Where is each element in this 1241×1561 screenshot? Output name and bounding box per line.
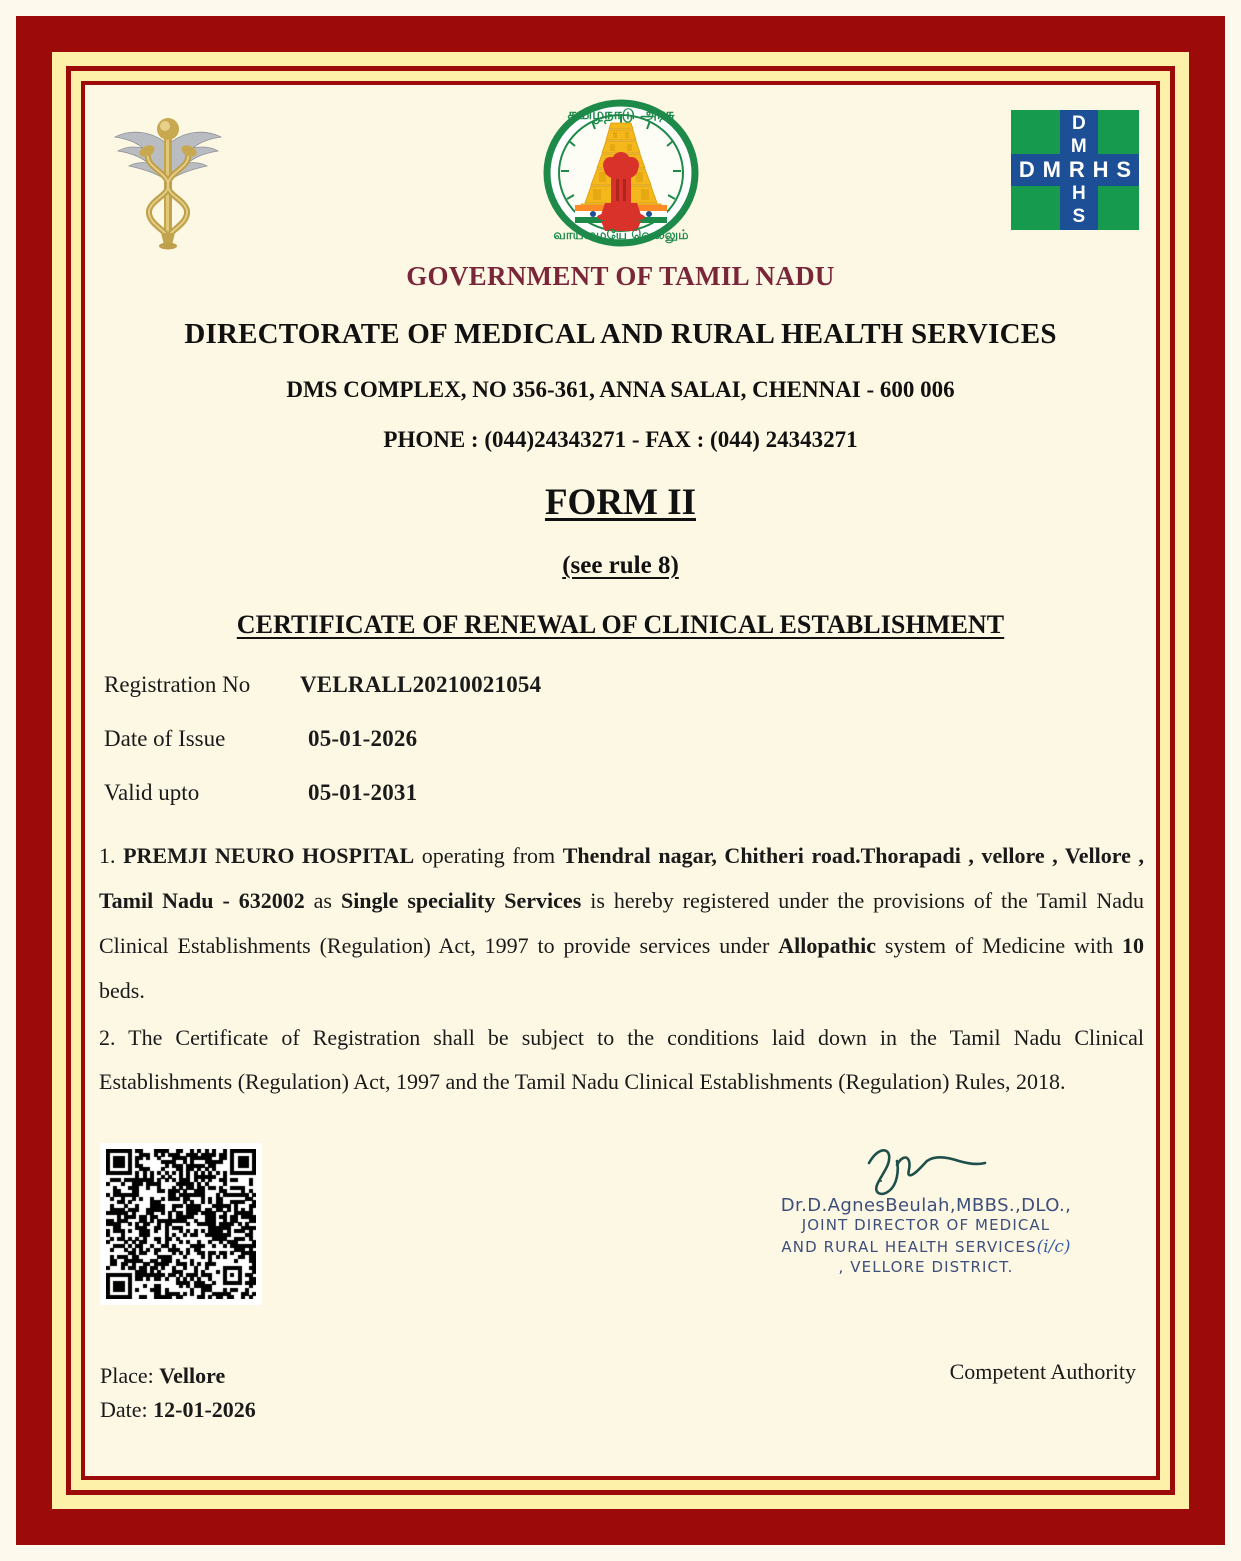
bed-count: 10 — [1122, 932, 1145, 958]
tamil-nadu-state-emblem-icon — [537, 99, 705, 257]
date-of-issue-row — [104, 726, 1156, 752]
registration-no-label: Registration No — [104, 672, 251, 697]
government-title: GOVERNMENT OF TAMIL NADU — [406, 261, 835, 291]
dmrhs-h-letter: S — [1116, 156, 1132, 182]
verification-qr-code — [100, 1143, 262, 1305]
clause-2-number: 2. — [99, 1024, 116, 1050]
service-type: Single speciality Services — [340, 887, 582, 913]
date-of-issue-label: Date of Issue — [104, 726, 226, 751]
designation-line-2-wrap — [716, 1236, 1136, 1258]
signatory-name: Dr.D.AgnesBeulah,MBBS.,DLO., — [780, 1195, 1072, 1217]
dmrhs-v-letter: M — [1070, 136, 1087, 158]
dmrhs-v-letter: D — [1071, 113, 1086, 135]
footer — [85, 1359, 1156, 1427]
dmrhs-h-letter: D — [1018, 156, 1035, 182]
district-line: , VELLORE DISTRICT. — [838, 1258, 1014, 1277]
registration-no-row — [104, 672, 1156, 698]
directorate-title: DIRECTORATE OF MEDICAL AND RURAL HEALTH SERVICES — [184, 318, 1057, 350]
valid-upto-value: 05-01-2031 — [308, 780, 418, 805]
clause-2-text: The Certificate of Registration shall be subject to the conditions laid down in the Tamil Nadu Clinical Establishments (Regulation) Act, 1997 and the Tamil Nadu Clinical Establishments (Regulation) Rules, 2018. — [99, 1024, 1145, 1095]
registration-no-value: VELRALL20210021054 — [300, 672, 542, 697]
date-of-issue-value: 05-01-2026 — [308, 726, 418, 751]
valid-upto-row — [104, 780, 1156, 806]
place-label: Place: — [100, 1363, 154, 1389]
certificate-title: CERTIFICATE OF RENEWAL OF CLINICAL ESTABLISHMENT — [236, 610, 1005, 639]
certificate-body — [85, 834, 1156, 1105]
medicine-suffix: system of Medicine with — [884, 932, 1114, 958]
clause-1 — [99, 834, 1144, 1014]
operating-from-label: operating from — [421, 843, 556, 868]
qr-code-image — [106, 1149, 256, 1299]
registration-statement: is hereby registered under the provisions of the Tamil Nadu Clinical Establishments (Regulation) Act, 1997 to provide services under — [99, 887, 1145, 958]
date-value: 12-01-2026 — [153, 1397, 256, 1423]
caduceus-icon — [103, 101, 233, 251]
competent-authority-label: Competent Authority — [949, 1359, 1136, 1385]
handwritten-signature-icon — [851, 1141, 1001, 1199]
authority-stamp — [716, 1141, 1136, 1278]
clause-1-number: 1. — [99, 843, 116, 868]
dmrhs-h-letter: H — [1092, 156, 1109, 182]
in-charge-mark: (i/c) — [1036, 1237, 1071, 1258]
certificate-content — [85, 85, 1156, 1476]
dmrhs-v-letter: H — [1071, 182, 1086, 204]
header-block — [85, 261, 1156, 640]
rule-reference: (see rule 8) — [562, 552, 679, 579]
dmrhs-logo-icon — [1011, 110, 1139, 230]
dmrhs-h-letter: M — [1042, 156, 1061, 182]
dmrhs-h-letter: R — [1068, 156, 1085, 182]
designation-line-1: JOINT DIRECTOR OF MEDICAL — [801, 1216, 1051, 1235]
office-address: DMS COMPLEX, NO 356-361, ANNA SALAI, CHENNAI - 600 006 — [286, 377, 955, 402]
as-label: as — [313, 887, 332, 913]
establishment-name: PREMJI NEURO HOSPITAL — [123, 843, 415, 868]
place-value: Vellore — [159, 1363, 226, 1389]
office-contact: PHONE : (044)24343271 - FAX : (044) 24343271 — [383, 427, 858, 452]
date-label: Date: — [100, 1397, 148, 1423]
svg-text:தமிழ்நாடு அரசு: தமிழ்நாடு அரசு — [567, 105, 675, 123]
beds-suffix: beds. — [99, 977, 145, 1003]
registration-details — [85, 672, 1156, 806]
dmrhs-v-letter: S — [1072, 205, 1086, 227]
logo-row — [85, 85, 1156, 255]
designation-line-2: AND RURAL HEALTH SERVICES — [781, 1238, 1037, 1257]
clause-2 — [99, 1016, 1144, 1106]
establishment-address: Thendral nagar, Chitheri road.Thorapadi , vellore , Vellore , Tamil Nadu - 632002 — [99, 843, 1144, 913]
signature-area — [85, 1143, 1156, 1353]
date-row — [100, 1393, 1136, 1427]
system-of-medicine: Allopathic — [778, 932, 877, 958]
valid-upto-label: Valid upto — [104, 780, 200, 805]
svg-text:வாய்மையே வெல்லும்: வாய்மையே வெல்லும் — [553, 228, 689, 243]
form-title: FORM II — [544, 482, 697, 523]
